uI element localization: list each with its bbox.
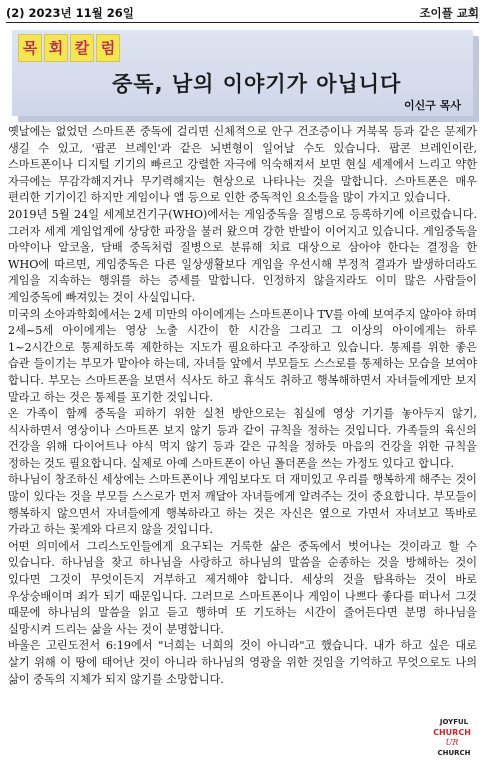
- article-title: 중독, 남의 이야기가 아닙니다: [112, 72, 402, 96]
- paragraph: 옛날에는 없었던 스마트폰 중독에 걸리면 신체적으로 안구 건조증이나 거북목 등과 같은 문제가 생길 수 있고, '팝콘 브레인'과 같은 뇌변형이 일어날 수도 있습니다. 팝콘 브레인이란, 스마트폰이나 디지털 기기의 빠르고 강렬한 자극에 익숙해져서 보면 현실 세계에서 느리고 약한 자극에는 무감각해지거나 무기력해지는 현상으로 나타나는 것을 말합니다. 스마트폰은 매우 편리한 기기이긴 하지만 게임이나 앱 등으로 인한 중독적인 요소들을 많이 가지고 있습니다.: [8, 125, 477, 205]
- issue-date: (2) 2023년 11월 26일: [6, 6, 134, 20]
- column-tag-char: 럼: [96, 34, 120, 62]
- article-body: [8, 124, 477, 688]
- paragraph: 어떤 의미에서 그리스도인들에게 요구되는 거룩한 삶은 중독에서 벗어나는 것이라고 할 수 있습니다. 하나님을 찾고 하나님을 사랑하고 하나님의 말씀을 순종하는 것을 방해하는 것이 있다면 그것이 무엇이든지 거부하고 제거해야 합니다. 세상의 것을 탐욕하는 것이 바로 우상숭배이며 죄가 되기 때문입니다. 그러므로 스마트폰이나 게임이 나쁘다 좋다를 떠나서 그것 때문에 하나님의 말씀을 읽고 듣고 행하며 또 기도하는 시간이 줄어든다면 분명 하나님을 실망시켜 드리는 삶을 사는 것이 분명합니다.: [8, 539, 477, 636]
- paragraph: 바울은 고린도전서 6:19에서 "너희는 너희의 것이 아니라"고 했습니다. 내가 하고 싶은 대로 살기 위해 이 땅에 태어난 것이 아니라 하나님의 영광을 위한 것임을 기억하고 무엇으로도 나의 삶이 중독의 지체가 되지 않기를 소망합니다.: [8, 639, 477, 686]
- column-tag: [18, 34, 120, 62]
- svg-text:JOYFUL: JOYFUL: [439, 718, 469, 726]
- paragraph: 하나님이 창조하신 세상에는 스마트폰이나 게임보다도 더 재미있고 우리를 행복하게 해주는 것이 많이 있다는 것을 부모들 스스로가 먼저 깨달아 자녀들에게 알려주는 것이 중요합니다. 부모들이 행복하지 않으면서 자녀들에게 행복하라고 하는 것은 자신은 옆으로 가면서 자녀보고 똑바로 가라고 하는 꽃게와 다르지 않을 것입니다.: [8, 473, 477, 537]
- paragraph: 온 가족이 함께 중독을 피하기 위한 실천 방안으로는 침실에 영상 기기를 놓아두지 않기, 식사하면서 영상이나 스마트폰 보지 않기 등과 같이 규칙을 정하는 것입니다. 가족들의 육신의 건강을 위해 다이어트나 야식 먹지 않기 등과 같은 규칙을 정하듯 마음의 건강을 위한 규칙을 정하는 것도 필요합니다. 실제로 아예 스마트폰이 아닌 폴더폰을 쓰는 가정도 있다고 합니다.: [8, 407, 477, 470]
- joyful-church-logo: [431, 716, 477, 758]
- church-name: 조이플 교회: [419, 6, 479, 20]
- svg-text:CHURCH: CHURCH: [433, 728, 471, 737]
- column-tag-char: 회: [44, 34, 68, 62]
- page-header: [6, 0, 479, 23]
- paragraph: 미국의 소아과학회에서는 2세 미만의 아이에게는 스마트폰이나 TV를 아예 보여주지 않아야 하며 2세~5세 아이에게는 영상 노출 시간이 한 시간을 그리고 그 이상의 아이에게는 하루 1~2시간으로 통제하도록 제한하는 지도가 필요하다고 주장하고 있습니다. 통제를 위한 좋은 습관 들이기는 부모가 맡아야 하는데, 자녀들 앞에서 부모들도 스스로를 통제하는 모습을 보여야 합니다. 부모는 스마트폰을 보면서 식사도 하고 휴식도 취하고 행복해하면서 자녀들에게만 보지 말라고 하는 것은 통제를 포기한 것입니다.: [8, 307, 477, 404]
- svg-text:CHURCH: CHURCH: [437, 749, 471, 757]
- svg-text:UR: UR: [445, 738, 459, 747]
- column-tag-char: 목: [18, 34, 42, 62]
- column-tag-char: 칼: [70, 34, 94, 62]
- article-author: 이신구 목사: [404, 99, 461, 112]
- paragraph: 2019년 5월 24일 세계보건기구(WHO)에서는 게임중독을 질병으로 등록하기에 이르렀습니다. 그러자 세계 게임업계에 상당한 파장을 불러 왔으며 강한 반발이 이어지고 있습니다. 게임중독을 마약이나 알코올, 담배 중독처럼 질병으로 분류해 치료 대상으로 삼아야 한다는 결정을 한 WHO에 따르면, 게임중독은 다른 일상생활보다 게임을 우선시해 부정적 결과가 발생하더라도 게임을 지속하는 행위를 하는 증세를 말합니다. 인정하지 않을지라도 이미 많은 사람들이 게임중독에 빠져있는 것이 사실입니다.: [8, 207, 477, 304]
